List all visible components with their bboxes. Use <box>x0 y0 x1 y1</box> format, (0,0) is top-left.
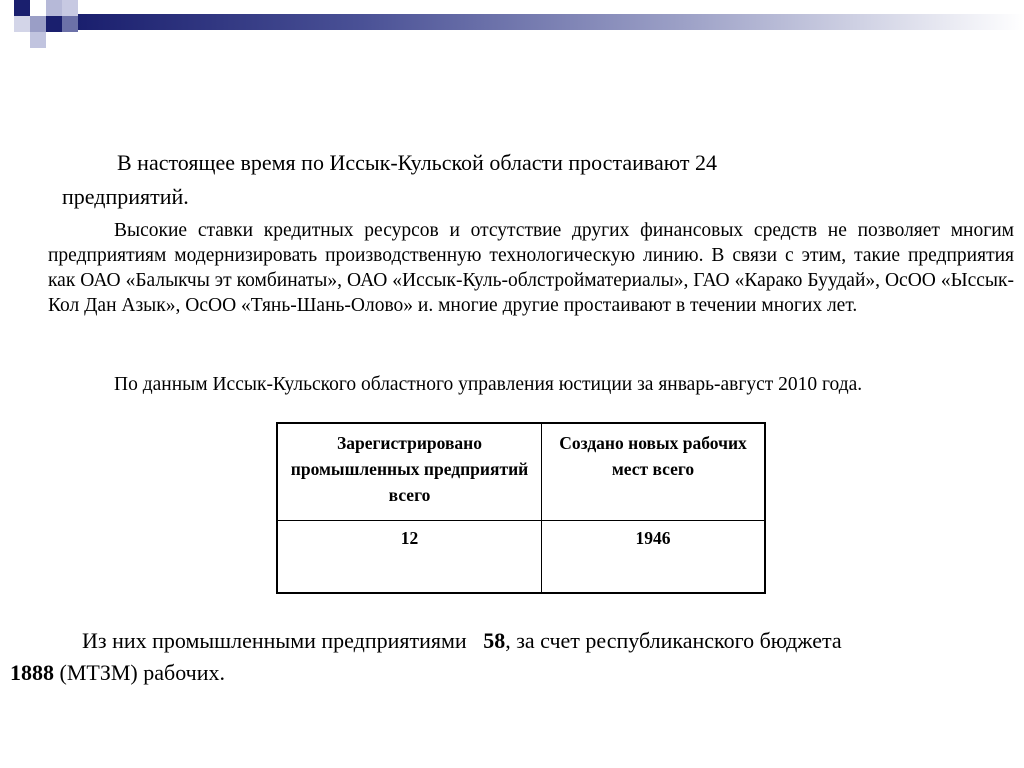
value-registered: 12 <box>277 521 542 594</box>
footer-text-2: , за счет республиканского бюджета <box>505 628 842 653</box>
decor-square <box>46 16 62 32</box>
footer-text-1: Из них промышленными предприятиями <box>82 628 467 653</box>
table-header-row <box>277 423 765 521</box>
footer-paragraph <box>10 625 1010 689</box>
credit-paragraph: Высокие ставки кредитных ресурсов и отсутствие других финансовых средств не позволяет многим предприятиям модернизировать производственную технологическую линию. В связи с этим, такие предприятия как ОАО «Балыкчы эт комбинаты», ОАО «Иссык-Куль-облстройматериалы», ГАО «Карако Буудай», ОсОО «Ыссык-Кол Дан Азык», ОсОО «Тянь-Шань-Олово» и. многие другие простаивают в течении многих лет. <box>48 220 1014 316</box>
decor-square <box>14 0 30 16</box>
header-decoration <box>0 0 1024 64</box>
intro-paragraph <box>62 146 962 214</box>
footer-number-2: 1888 <box>10 660 54 685</box>
value-new-jobs: 1946 <box>542 521 766 594</box>
source-paragraph: По данным Иссык-Кульского областного управления юстиции за январь-август 2010 года. <box>114 374 863 395</box>
footer-number-1: 58 <box>483 628 506 653</box>
decor-square <box>30 32 46 48</box>
gradient-bar <box>78 14 1024 30</box>
statistics-table <box>276 422 766 594</box>
footer-text-3: (МТЗМ) рабочих. <box>54 660 225 685</box>
decor-square <box>62 0 78 16</box>
decor-square <box>30 16 46 32</box>
intro-line-1: В настоящее время по Иссык-Кульской области простаивают 24 <box>117 150 717 175</box>
header-registered: Зарегистрировано промышленных предприятий всего <box>277 423 542 521</box>
decor-square <box>46 0 62 16</box>
decor-square <box>62 16 78 32</box>
decor-square <box>14 16 30 32</box>
header-new-jobs: Создано новых рабочих мест всего <box>542 423 766 521</box>
table-row <box>277 521 765 594</box>
intro-line-2: предприятий. <box>62 184 189 209</box>
